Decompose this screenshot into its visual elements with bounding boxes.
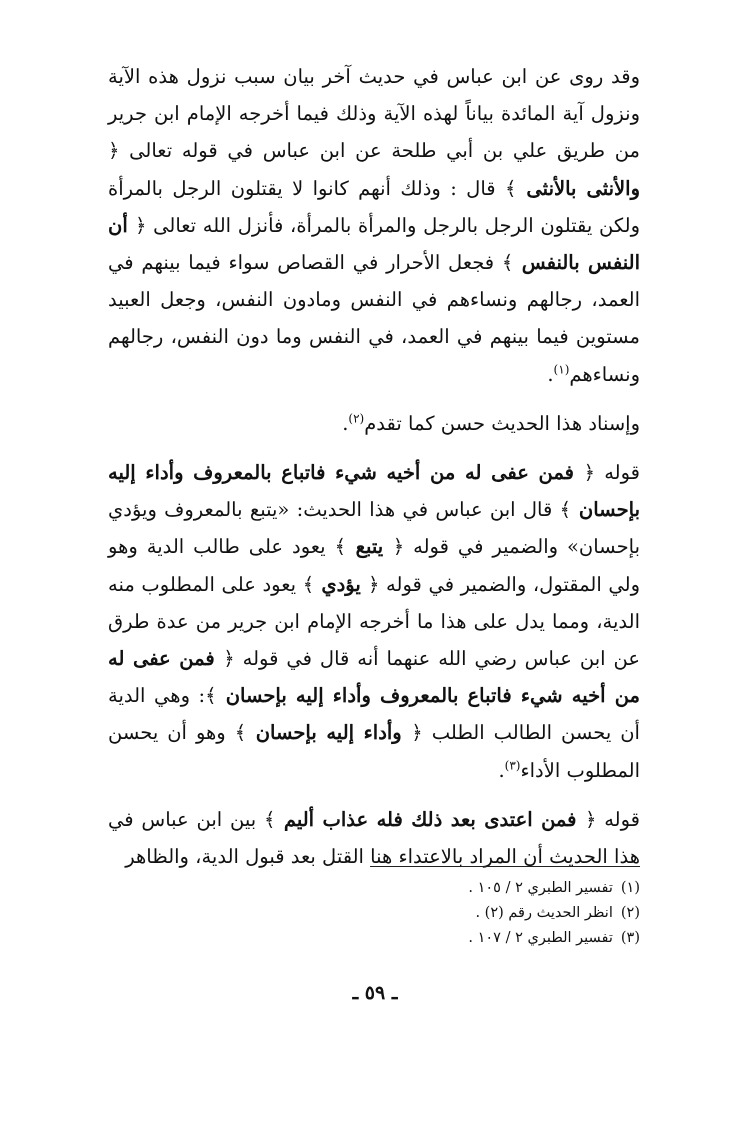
- text-run: قال : وذلك أنهم كانوا لا يقتلون الرجل بالمرأة ولكن يقتلون الرجل بالرجل والمرأة بالمرأة، فأنزل الله تعالى: [108, 176, 640, 237]
- page-number: ـ ٥٩ ـ: [352, 982, 398, 1004]
- text-run: .: [547, 362, 554, 386]
- quran-verse: فمن عفى له من أخيه شيء فاتباع بالمعروف وأداء إليه بإحسان: [108, 461, 640, 522]
- quran-bracket: ﴿: [583, 461, 596, 485]
- text-run: وقد روى عن ابن عباس في حديث آخر بيان سبب نزول هذه الآية ونزول آية المائدة بياناً لهذه الآية وذلك فيما أخرجه الإمام ابن جرير من طريق علي بن أبي طلحة عن ابن عباس في قوله تعالى: [108, 65, 640, 163]
- footnote-divider: [370, 866, 640, 867]
- quran-verse: أن النفس بالنفس: [108, 213, 640, 275]
- quran-bracket: ﴿: [223, 647, 235, 671]
- footnote-reference: (٢): [348, 411, 365, 426]
- text-run: قوله: [595, 461, 640, 485]
- footnote-text: تفسير الطبري ٢ / ١٠٥ .: [468, 880, 613, 896]
- text-run: يعود على طالب الدية وهو ولي المقتول، والضمير في قوله: [108, 535, 641, 596]
- footnote-text: انظر الحديث رقم (٢) .: [475, 905, 613, 921]
- text-run: قال ابن عباس في هذا الحديث: «يتبع بالمعروف ويؤدي بإحسان» والضمير في قوله: [108, 498, 641, 559]
- paragraph-p4: [108, 801, 640, 875]
- footnote-number: (٢): [620, 905, 640, 921]
- quran-verse: والأنثى بالأنثى: [516, 176, 640, 200]
- footnote-reference: (٣): [504, 758, 521, 773]
- text-run: فجعل الأحرار في القصاص سواء فيما بينهم في العمد، رجالهم ونساءهم في النفس ومادون النفس، وجعل العبيد مستوين فيما بينهم في العمد، في النفس وما دون النفس، رجالهم ونساءهم: [108, 251, 640, 386]
- quran-bracket: ﴾: [264, 807, 276, 831]
- quran-bracket: ﴾: [501, 251, 514, 275]
- paragraph-p3: [108, 454, 640, 789]
- text-run: يعود على المطلوب منه الدية، ومما يدل على هذا ما أخرجه الإمام ابن جرير من عدة طرق عن ابن عباس رضي الله عنهما أنه قال في قوله: [108, 572, 640, 671]
- quran-bracket: ﴾: [334, 535, 347, 559]
- footnote-number: (١): [620, 880, 640, 896]
- quran-verse: فمن عفى له من أخيه شيء فاتباع بالمعروف وأداء إليه بإحسان: [108, 647, 640, 708]
- quran-bracket: ﴾: [505, 176, 517, 200]
- footnote-text: تفسير الطبري ٢ / ١٠٧ .: [468, 930, 613, 946]
- text-run: : وهي الدية أن يحسن الطالب الطلب: [108, 684, 640, 745]
- quran-bracket: ﴾: [302, 572, 315, 596]
- quran-verse: يؤدي: [314, 572, 368, 596]
- text-run: قوله: [596, 807, 640, 831]
- quran-bracket: ﴿: [108, 139, 120, 163]
- footnote-item: [300, 901, 640, 926]
- text-run: وهو أن يحسن المطلوب الأداء: [108, 721, 640, 782]
- quran-verse: فمن اعتدى بعد ذلك فله عذاب أليم: [275, 807, 585, 831]
- footnotes: [300, 876, 640, 951]
- quran-bracket: ﴿: [392, 535, 405, 559]
- quran-bracket: ﴿: [584, 807, 597, 831]
- paragraph-p1: [108, 58, 640, 393]
- footnote-item: [300, 876, 640, 901]
- quran-bracket: ﴾: [234, 721, 247, 745]
- footnote-item: [300, 926, 640, 951]
- text-run: .: [342, 411, 349, 435]
- quran-bracket: ﴿: [411, 721, 423, 745]
- text-run: .: [498, 758, 505, 782]
- paragraph-p2: [108, 405, 640, 442]
- footnote-number: (٣): [620, 930, 640, 946]
- main-text: [108, 58, 640, 875]
- quran-verse: يتبع: [346, 535, 393, 559]
- text-run: وإسناد هذا الحديث حسن كما تقدم: [364, 411, 640, 435]
- footnote-reference: (١): [553, 362, 570, 377]
- quran-bracket: ﴿: [368, 572, 380, 596]
- text-run: بين ابن عباس في هذا الحديث أن المراد بالاعتداء هنا القتل بعد قبول الدية، والظاهر: [108, 807, 640, 869]
- quran-bracket: ﴾: [205, 684, 217, 708]
- quran-verse: وأداء إليه بإحسان: [246, 721, 412, 745]
- quran-bracket: ﴿: [135, 213, 147, 237]
- quran-bracket: ﴾: [559, 498, 572, 522]
